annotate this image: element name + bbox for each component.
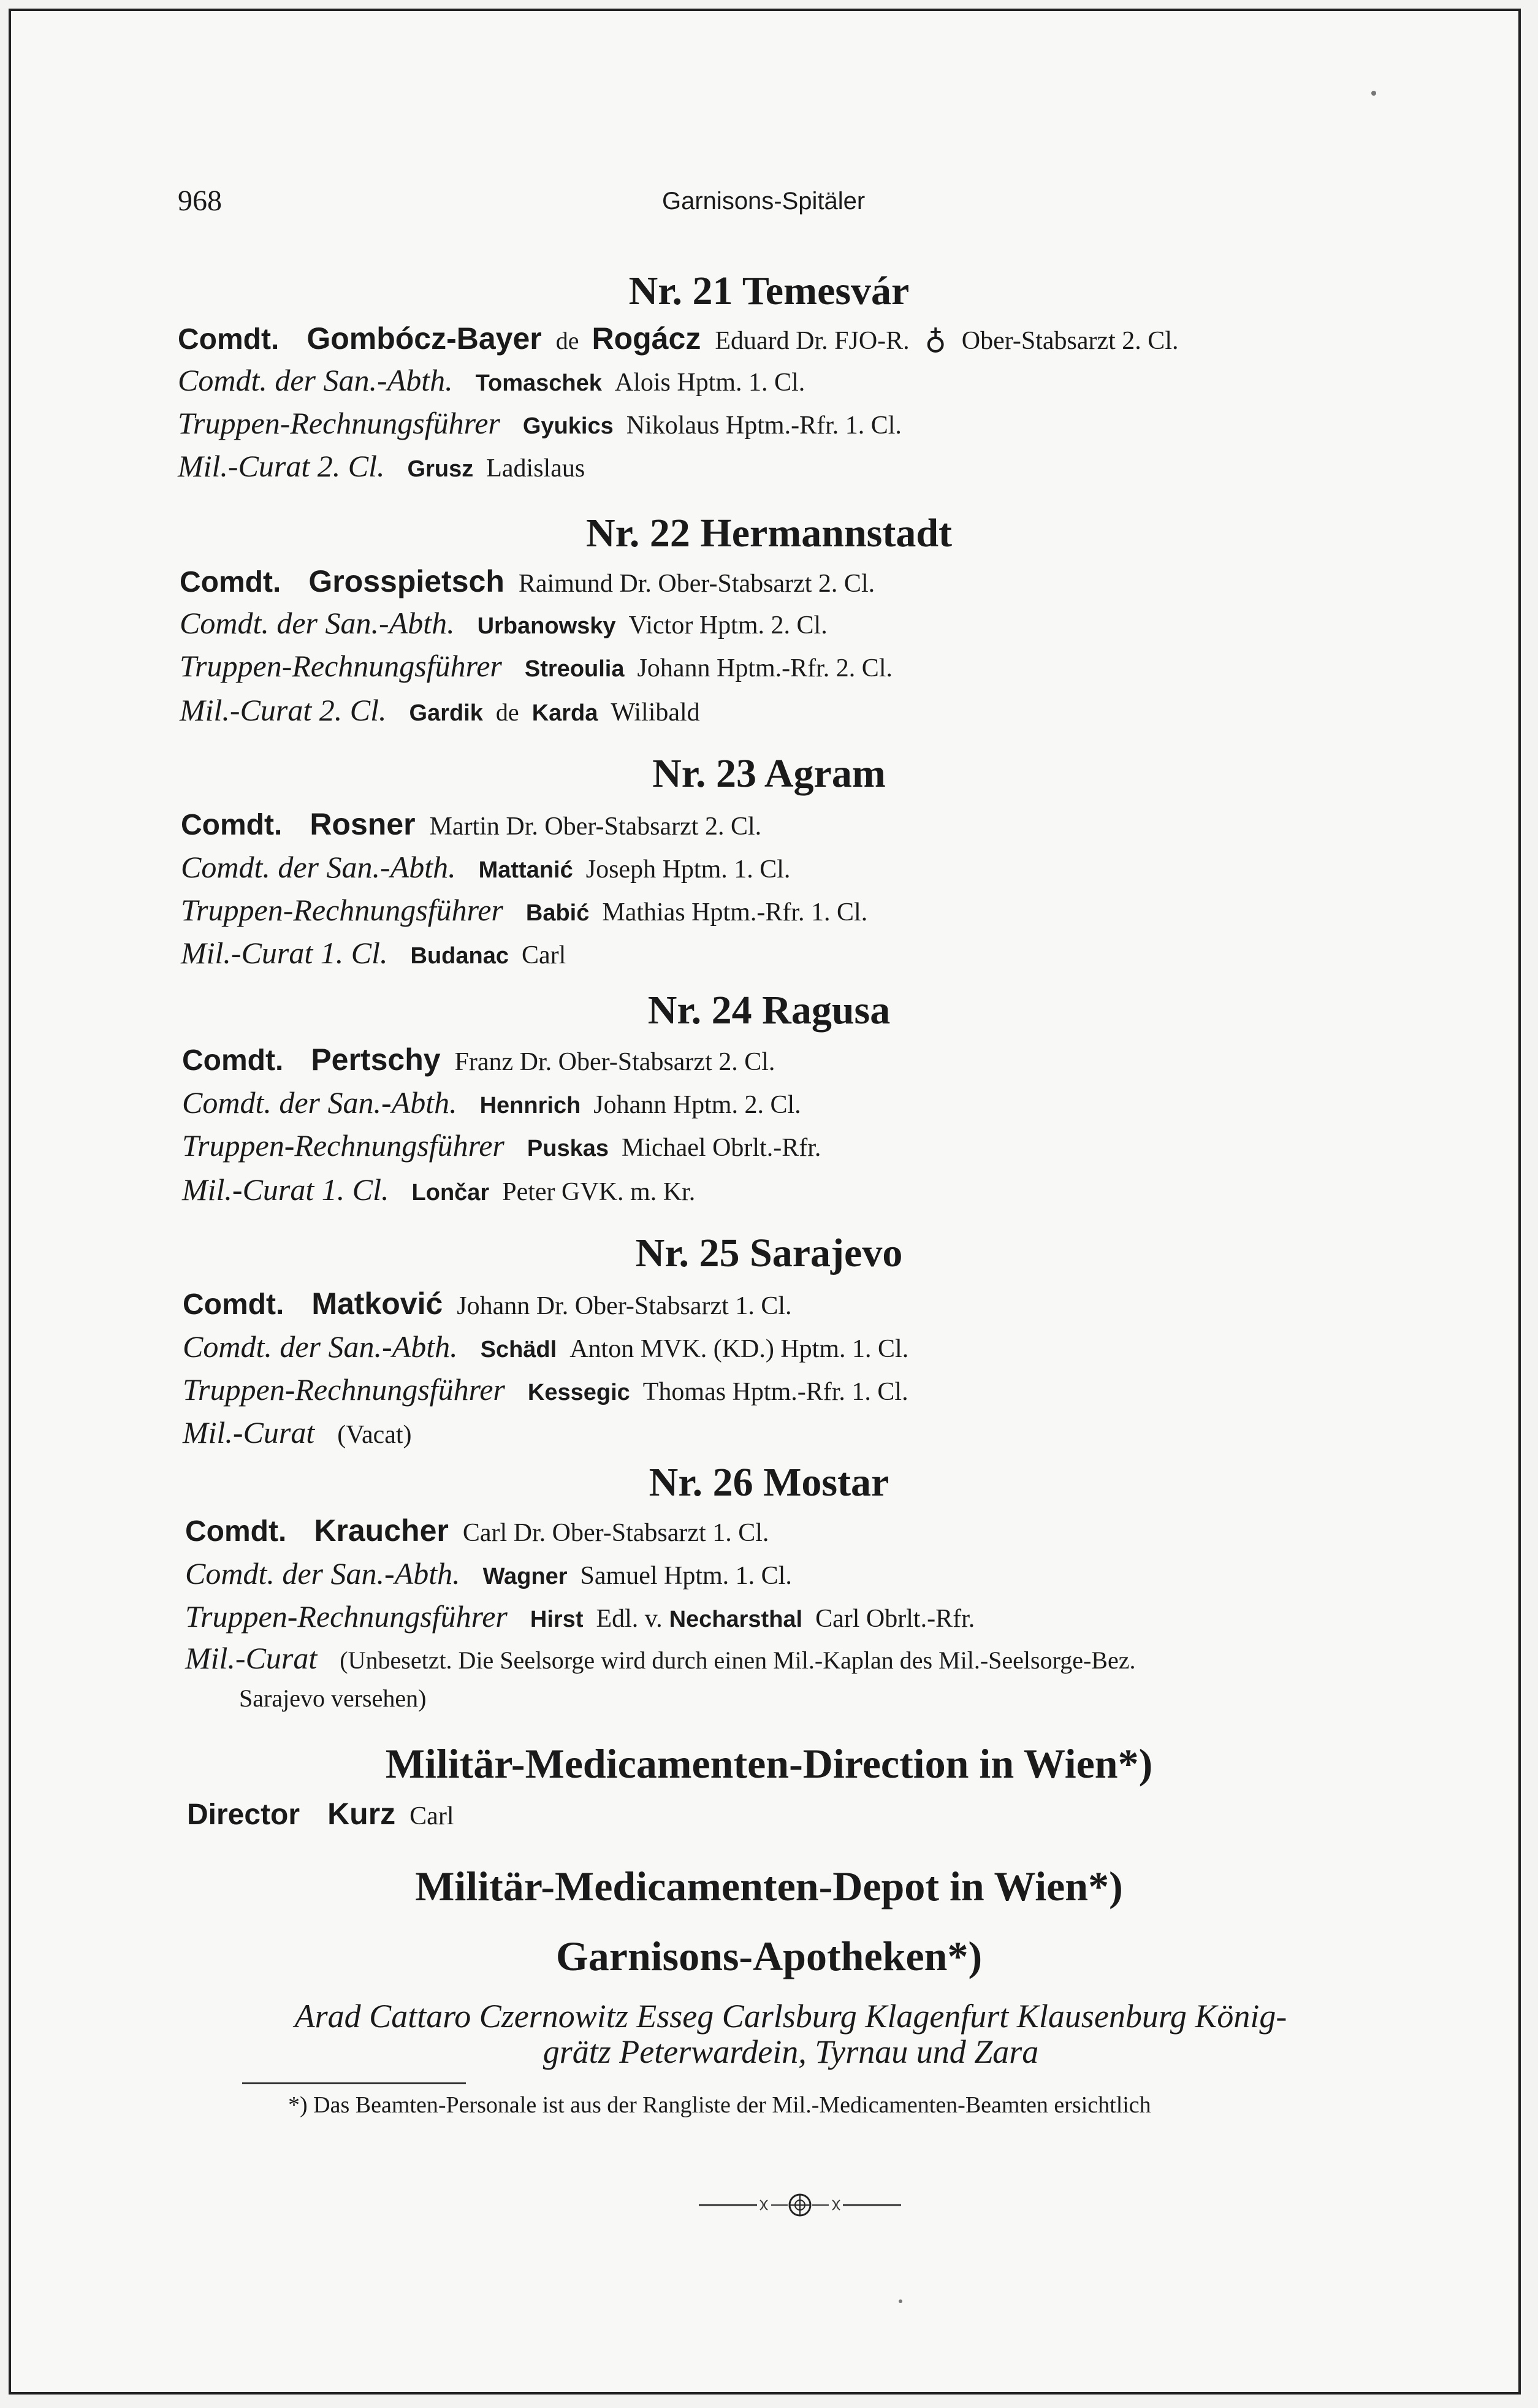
page-number: 968 — [178, 185, 222, 217]
entry-surname: Puskas — [527, 1136, 609, 1161]
entry-row — [183, 1415, 412, 1452]
entry-surname: Grusz — [407, 456, 474, 482]
entry-details: Martin Dr. Ober-Stabsarzt 2. Cl. — [429, 812, 762, 841]
entry-role: Mil.-Curat 2. Cl. — [178, 449, 385, 483]
entry-row — [182, 1042, 775, 1079]
entry-details: Thomas Hptm.-Rfr. 1. Cl. — [642, 1378, 908, 1406]
garrisons-line: Arad Cattaro Czernowitz Esseg Carlsburg Klagenfurt Klausenburg König- — [294, 1998, 1287, 2035]
entry-role: Truppen-Rechnungsführer — [182, 1128, 504, 1163]
entry-surname: Necharsthal — [669, 1607, 803, 1632]
entry-details: Joseph Hptm. 1. Cl. — [585, 855, 791, 884]
garrisons-line: grätz Peterwardein, Tyrnau und Zara — [542, 2033, 1039, 2070]
entry-row — [181, 850, 790, 887]
entry-role: Comdt. — [182, 1044, 284, 1077]
entry-row — [183, 1372, 908, 1410]
entry-details: Nikolaus Hptm.-Rfr. 1. Cl. — [626, 411, 902, 440]
entry-details: Michael Obrlt.-Rfr. — [621, 1134, 821, 1162]
entry-surname: Kessegic — [527, 1380, 630, 1405]
entry-details: Wilibald — [611, 698, 700, 727]
entry-surname: Mattanić — [478, 857, 573, 883]
entry-surname: Kraucher — [314, 1513, 449, 1548]
entry-row — [183, 1329, 908, 1367]
paper-speck — [1371, 91, 1376, 96]
entry-surname: Matković — [311, 1286, 443, 1321]
entry-surname: Pertschy — [311, 1042, 441, 1077]
entry-role: Mil.-Curat 1. Cl. — [182, 1172, 389, 1207]
entry-surname: Lončar — [411, 1180, 490, 1206]
entry-details: Ober-Stabsarzt 2. Cl. — [961, 327, 1179, 355]
entry-details: (Vacat) — [337, 1421, 412, 1449]
entry-details: Carl — [522, 941, 566, 969]
entry-details: Mathias Hptm.-Rfr. 1. Cl. — [602, 898, 868, 927]
entry-row — [181, 893, 867, 930]
entry-particle: de — [495, 698, 519, 726]
entry-role: Director — [187, 1798, 300, 1831]
section-title: Nr. 26 Mostar — [649, 1460, 889, 1505]
entry-surname: Rosner — [310, 807, 416, 841]
entry-details: Ladislaus — [486, 454, 585, 483]
entry-surname: Kurz — [327, 1797, 396, 1831]
entry-particle: de — [555, 327, 579, 354]
entry-surname: Hennrich — [479, 1093, 581, 1118]
entry-row — [185, 1556, 792, 1594]
entry-role: Truppen-Rechnungsführer — [181, 893, 503, 927]
entry-row — [183, 1286, 792, 1323]
entry-role: Truppen-Rechnungsführer — [185, 1599, 508, 1634]
entry-surname: Wagner — [482, 1564, 568, 1589]
direction-title: Militär-Medicamenten-Direction in Wien*) — [385, 1740, 1153, 1787]
entry-surname: Gyukics — [522, 413, 614, 439]
entry-details: Peter GVK. m. Kr. — [502, 1178, 696, 1206]
entry-details: Carl — [409, 1802, 454, 1830]
entry-row — [182, 1128, 821, 1166]
entry-details: Raimund Dr. Ober-Stabsarzt 2. Cl. — [518, 570, 875, 598]
footnote-rule — [242, 2082, 466, 2084]
entry-row — [185, 1641, 1135, 1678]
entry-row — [182, 1172, 695, 1210]
entry-role: Comdt. der San.-Abth. — [178, 363, 453, 397]
entry-surname: Babić — [525, 900, 590, 926]
entry-row — [181, 936, 566, 973]
entry-details: (Unbesetzt. Die Seelsorge wird durch einen Mil.-Kaplan des Mil.-Seelsorge-Bez. — [340, 1646, 1136, 1674]
entry-surname: Rogácz — [592, 321, 701, 356]
entry-role: Mil.-Curat — [183, 1415, 315, 1450]
entry-details: Johann Dr. Ober-Stabsarzt 1. Cl. — [457, 1292, 792, 1320]
entry-row — [180, 564, 875, 601]
entry-row — [187, 1797, 454, 1833]
entry-row — [180, 693, 700, 730]
entry-role: Comdt. — [183, 1288, 284, 1321]
entry-details: Franz Dr. Ober-Stabsarzt 2. Cl. — [454, 1048, 775, 1076]
entry-surname: Streoulia — [524, 656, 625, 682]
entry-row — [178, 406, 902, 443]
order-cross-icon: ♁ — [924, 323, 946, 356]
entry-role: Comdt. der San.-Abth. — [180, 606, 455, 640]
footnote-mark: *) — [288, 2092, 308, 2118]
entry-surname: Budanac — [410, 943, 509, 969]
page-header — [0, 184, 1538, 221]
entry-role: Comdt. der San.-Abth. — [183, 1329, 458, 1364]
entry-role: Comdt. — [181, 809, 283, 841]
entry-role: Mil.-Curat 1. Cl. — [181, 936, 388, 970]
entry-details: Johann Hptm. 2. Cl. — [593, 1091, 801, 1119]
entry-row — [185, 1599, 975, 1637]
entry-surname: Tomaschek — [475, 370, 602, 396]
entry-continuation: Sarajevo versehen) — [239, 1684, 427, 1712]
entry-details: Carl Obrlt.-Rfr. — [815, 1605, 975, 1633]
section-title: Nr. 22 Hermannstadt — [585, 511, 953, 556]
entry-surname: Hirst — [530, 1607, 584, 1632]
entry-role: Truppen-Rechnungsführer — [178, 406, 500, 440]
entry-row — [180, 606, 828, 643]
ornament-icon — [699, 2192, 901, 2219]
entry-surname: Karda — [531, 700, 598, 726]
entry-row — [180, 649, 893, 686]
paper-speck — [899, 2299, 902, 2303]
apotheken-title: Garnisons-Apotheken*) — [555, 1933, 983, 1979]
entry-details: Anton MVK. (KD.) Hptm. 1. Cl. — [569, 1335, 909, 1363]
entry-role: Comdt. — [178, 323, 280, 356]
entry-role: Mil.-Curat 2. Cl. — [180, 693, 387, 727]
entry-surname: Gardik — [409, 700, 483, 726]
entry-details: Johann Hptm.-Rfr. 2. Cl. — [637, 654, 893, 682]
entry-role: Truppen-Rechnungsführer — [180, 649, 502, 683]
footnote-text: Das Beamten-Personale ist aus der Rangliste der Mil.-Medicamenten-Beamten ersichtlich — [313, 2092, 1151, 2118]
entry-details: Carl Dr. Ober-Stabsarzt 1. Cl. — [462, 1519, 769, 1547]
depot-title: Militär-Medicamenten-Depot in Wien*) — [415, 1863, 1123, 1909]
entry-surname: Grosspietsch — [308, 564, 504, 598]
entry-row — [178, 363, 805, 400]
entry-surname: Urbanowsky — [477, 613, 616, 639]
entry-role: Comdt. der San.-Abth. — [182, 1085, 457, 1120]
entry-details: Victor Hptm. 2. Cl. — [628, 611, 828, 640]
entry-row — [178, 321, 1179, 358]
entry-row — [178, 449, 585, 486]
entry-role: Comdt. der San.-Abth. — [185, 1556, 460, 1591]
entry-surname: Gombócz-Bayer — [306, 321, 542, 356]
entry-details: Alois Hptm. 1. Cl. — [614, 369, 805, 397]
entry-row — [182, 1085, 801, 1123]
entry-row — [185, 1513, 769, 1550]
entry-row — [181, 807, 761, 844]
entry-role: Truppen-Rechnungsführer — [183, 1372, 505, 1407]
section-title: Nr. 25 Sarajevo — [635, 1231, 903, 1275]
entry-role: Mil.-Curat — [185, 1641, 318, 1675]
entry-details: Edl. v. — [596, 1605, 663, 1633]
running-title: Garnisons-Spitäler — [662, 188, 866, 215]
section-title: Nr. 24 Ragusa — [647, 988, 891, 1033]
entry-details: Eduard Dr. FJO-R. — [715, 327, 910, 355]
entry-details: Samuel Hptm. 1. Cl. — [580, 1562, 792, 1590]
entry-role: Comdt. — [180, 566, 281, 598]
section-title: Nr. 21 Temesvár — [628, 269, 910, 313]
entry-role: Comdt. der San.-Abth. — [181, 850, 456, 884]
entry-surname: Schädl — [480, 1337, 557, 1363]
footnote — [184, 2091, 1404, 2119]
entry-role: Comdt. — [185, 1515, 287, 1548]
section-title: Nr. 23 Agram — [652, 751, 886, 796]
